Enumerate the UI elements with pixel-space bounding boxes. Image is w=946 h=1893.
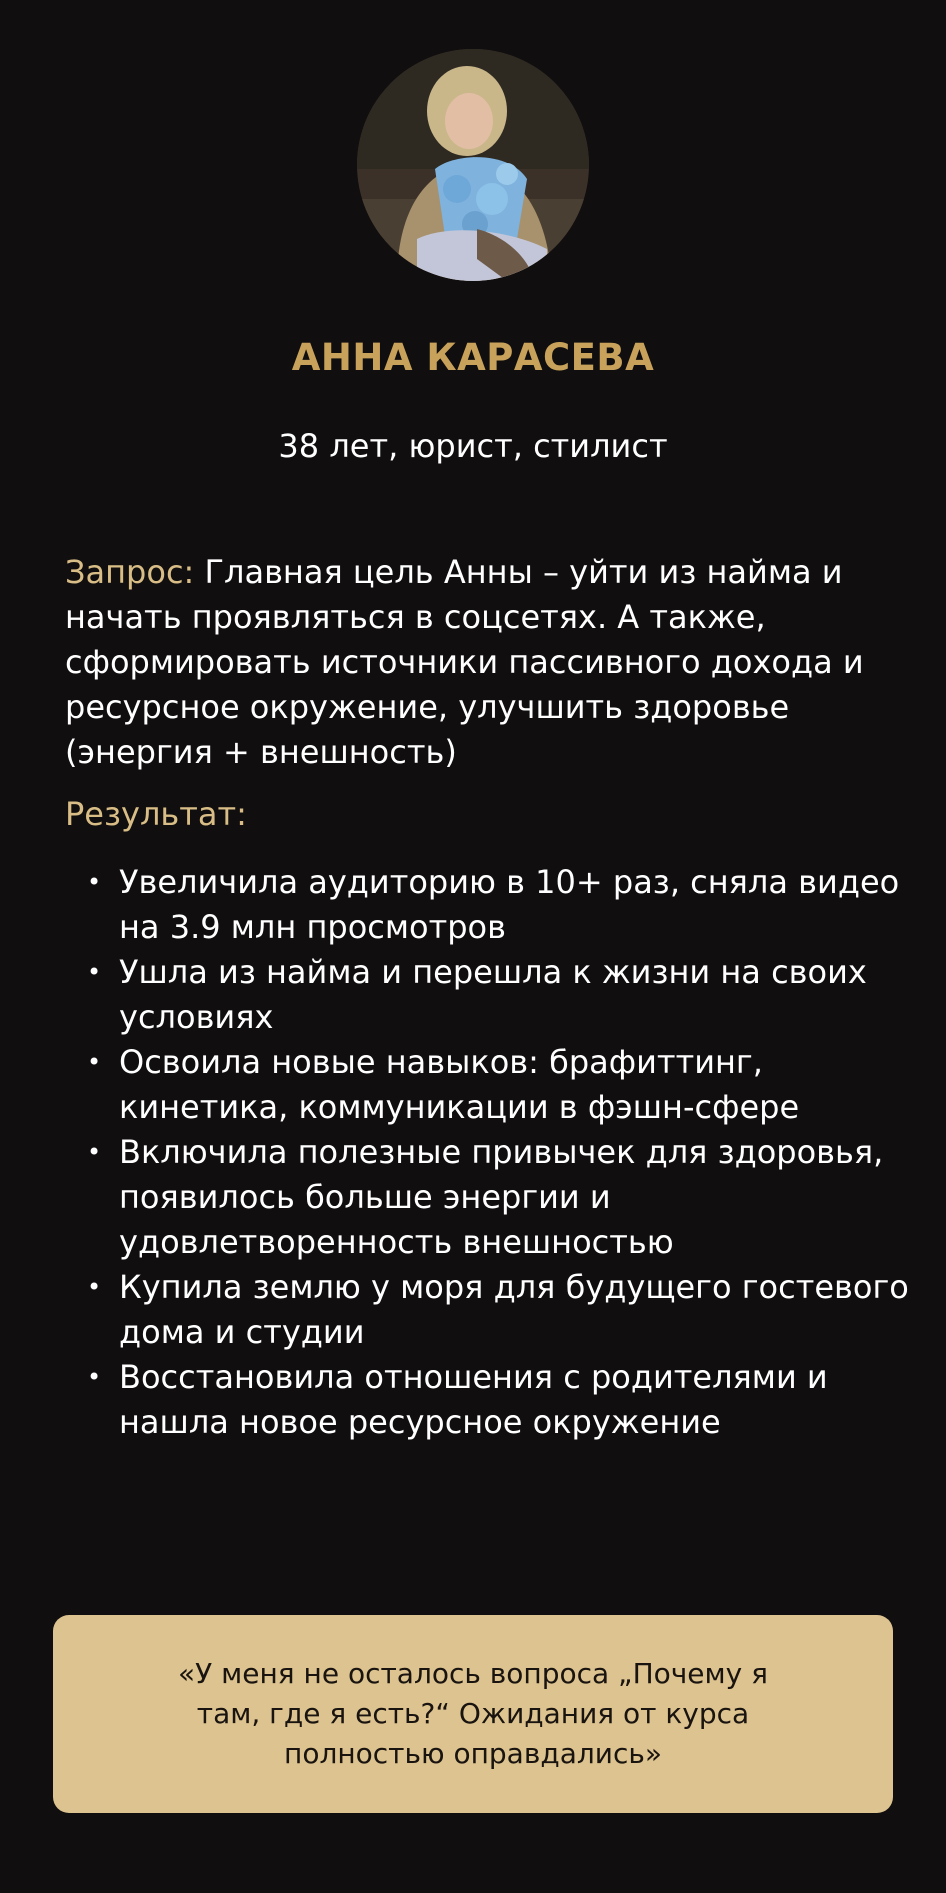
quote-card bbox=[53, 1615, 893, 1813]
bullet-icon: • bbox=[87, 1138, 102, 1166]
bullet-icon: • bbox=[87, 1273, 102, 1301]
request-text: Главная цель Анны – уйти из найма и начать проявляться в соцсетях. А также, сформировать источники пассивного дохода и ресурсное окружение, улучшить здоровье (энергия + внешность) bbox=[65, 553, 864, 771]
list-item bbox=[65, 950, 925, 1040]
bullet-icon: • bbox=[87, 958, 102, 986]
bullet-icon: • bbox=[87, 1363, 102, 1391]
list-item-text: Увеличила аудиторию в 10+ раз, сняла видео на 3.9 млн просмотров bbox=[119, 863, 900, 946]
bullet-icon: • bbox=[87, 868, 102, 896]
list-item-text: Включила полезные привычек для здоровья, появилось больше энергии и удовлетворенность внешностью bbox=[119, 1133, 884, 1261]
result-label: Результат: bbox=[65, 795, 247, 833]
list-item bbox=[65, 1355, 925, 1445]
portrait-photo bbox=[357, 49, 589, 281]
list-item-text: Ушла из найма и перешла к жизни на своих условиях bbox=[119, 953, 867, 1036]
quote-text: «У меня не осталось вопроса „Почему я там, где я есть?“ Ожидания от курса полностью оправдались» bbox=[178, 1657, 768, 1770]
result-list bbox=[65, 860, 925, 1445]
bullet-icon: • bbox=[87, 1048, 102, 1076]
person-subtitle: 38 лет, юрист, стилист bbox=[278, 427, 668, 465]
person-name: АННА КАРАСЕВА bbox=[291, 336, 655, 379]
request-label: Запрос: bbox=[65, 553, 195, 591]
list-item bbox=[65, 1265, 925, 1355]
list-item-text: Купила землю у моря для будущего гостевого дома и студии bbox=[119, 1268, 909, 1351]
list-item bbox=[65, 1130, 925, 1265]
avatar bbox=[357, 49, 589, 281]
list-item bbox=[65, 860, 925, 950]
request-paragraph bbox=[65, 550, 905, 775]
list-item-text: Восстановила отношения с родителями и нашла новое ресурсное окружение bbox=[119, 1358, 828, 1441]
list-item bbox=[65, 1040, 925, 1130]
list-item-text: Освоила новые навыков: брафиттинг, кинетика, коммуникации в фэшн-сфере bbox=[119, 1043, 800, 1126]
